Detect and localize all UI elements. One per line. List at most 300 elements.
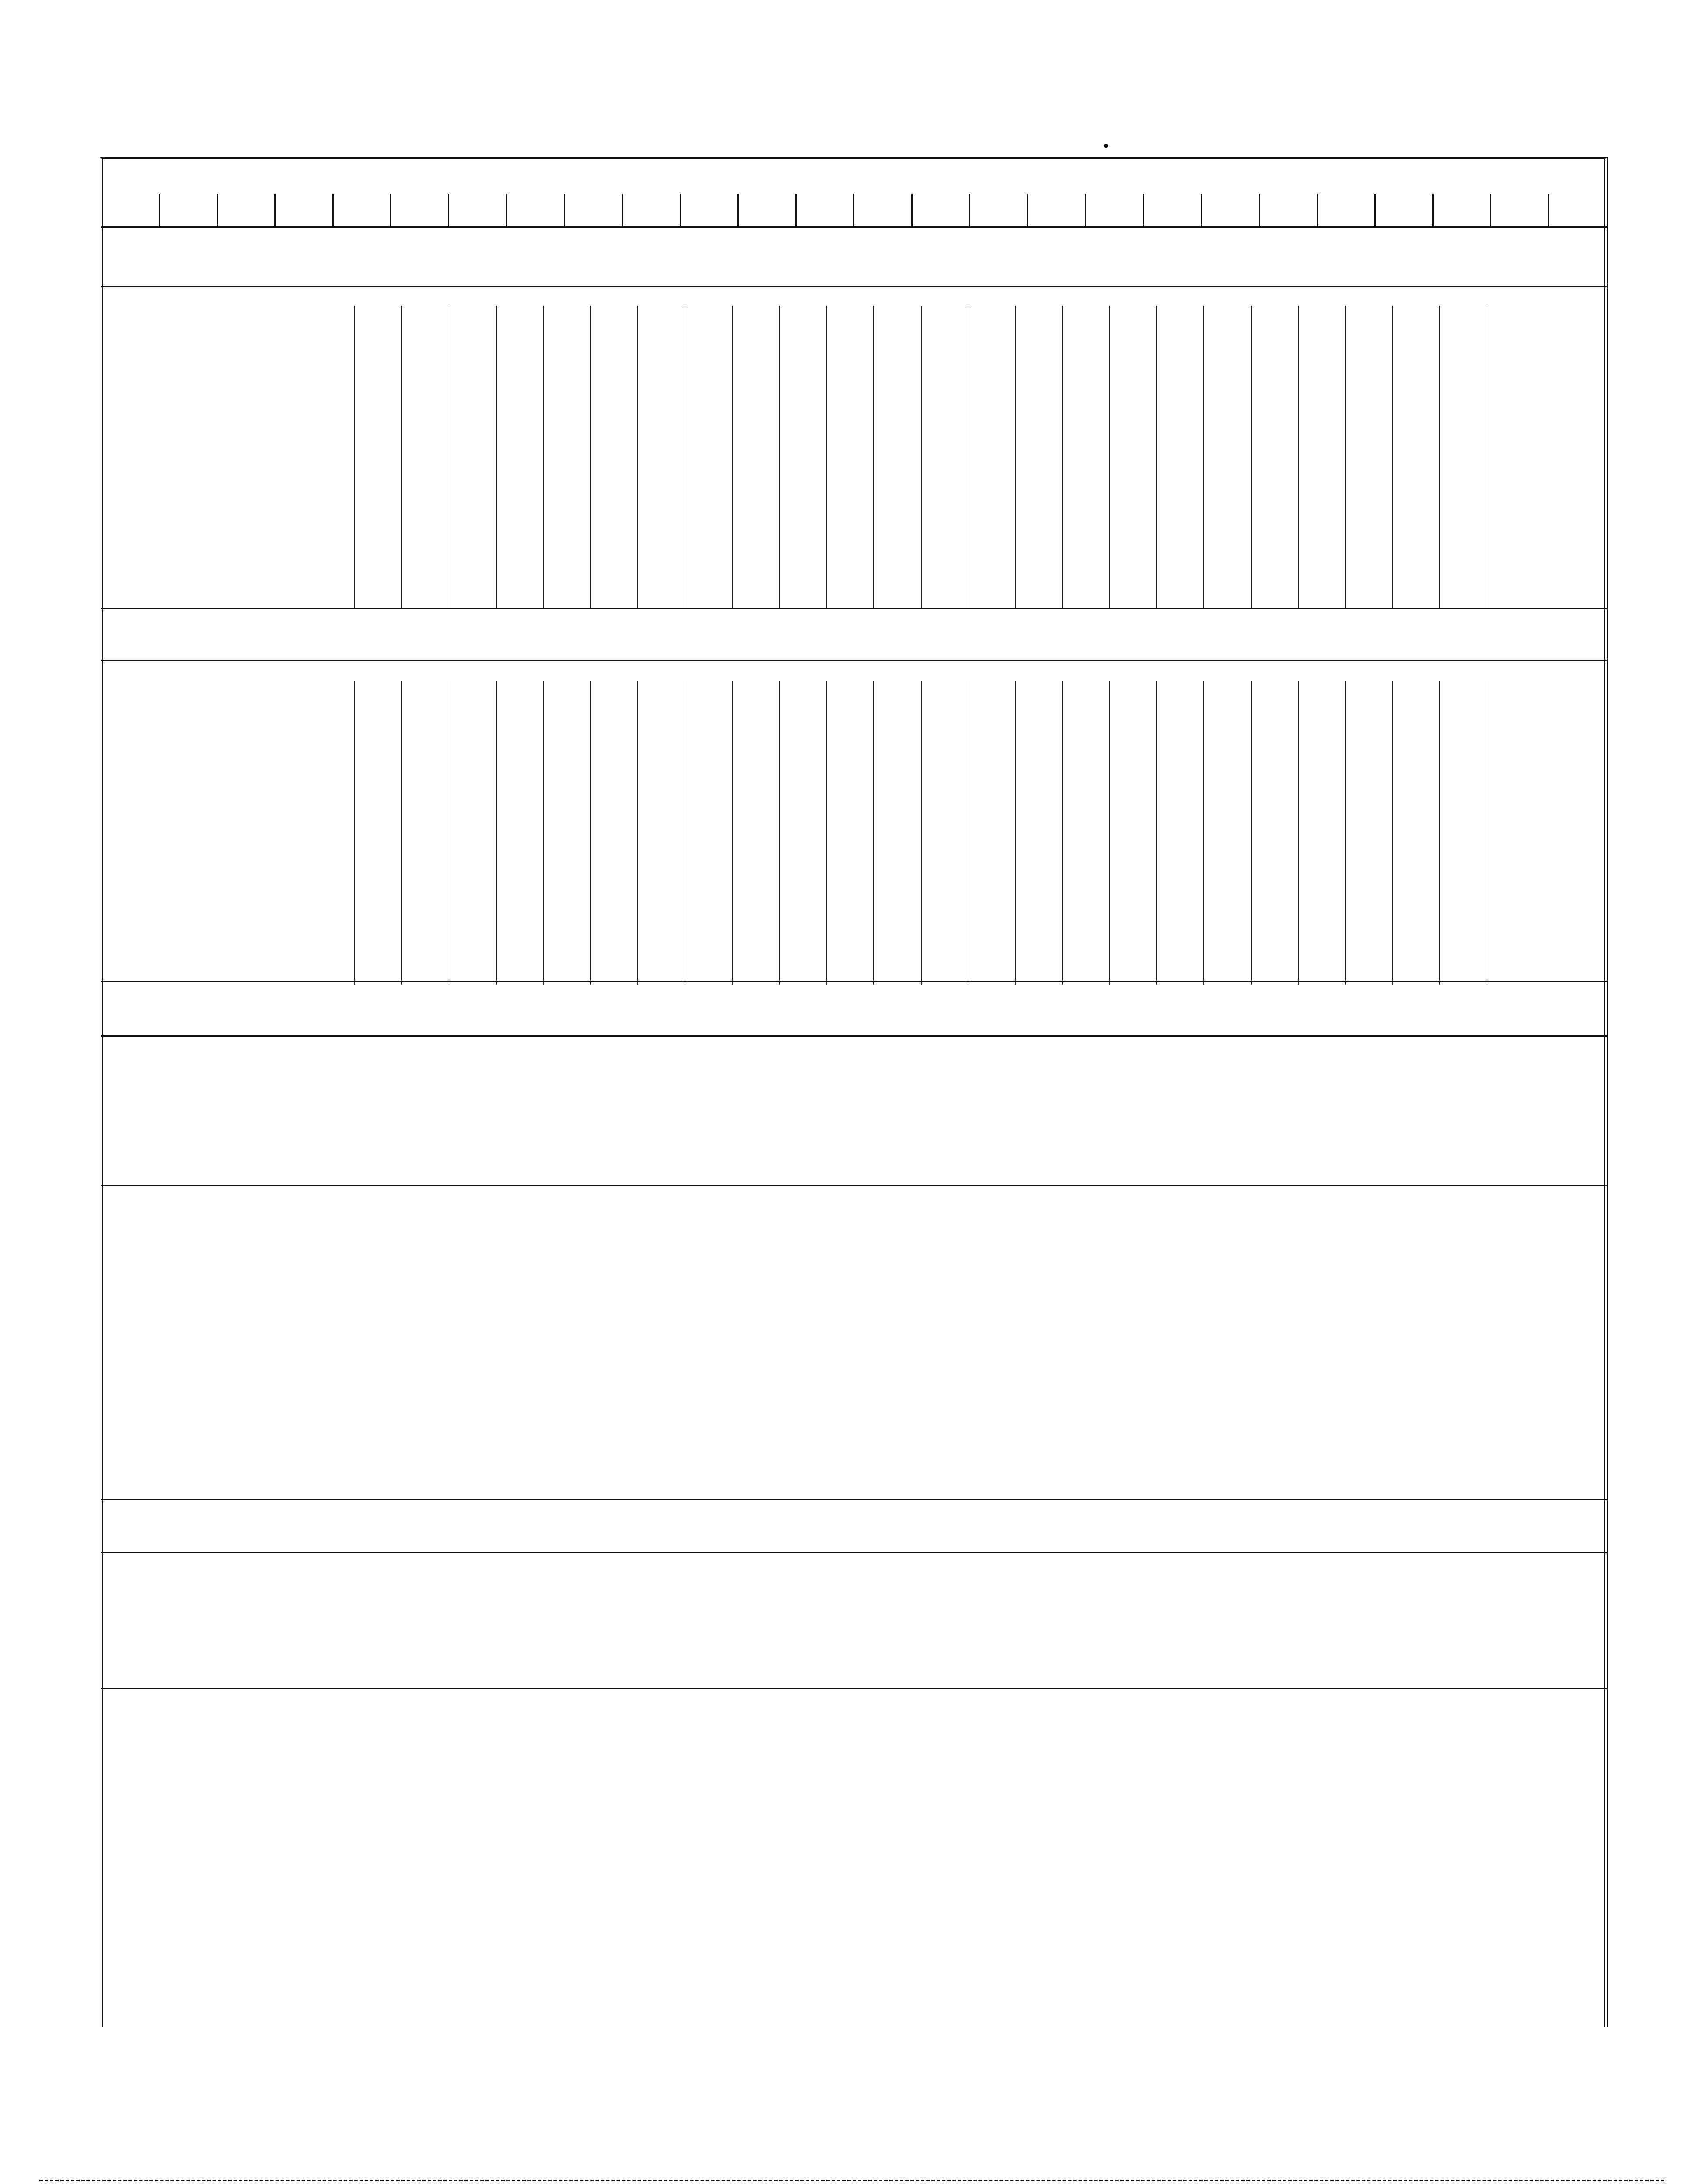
month-label (101, 807, 355, 828)
cell (1251, 807, 1298, 828)
cell (826, 536, 874, 557)
cell (1345, 891, 1393, 912)
row-sum (1487, 786, 1607, 807)
cell (921, 390, 968, 411)
cell (1298, 515, 1345, 536)
cell (543, 744, 591, 765)
year-label (101, 557, 355, 609)
cell (449, 828, 496, 849)
cell (638, 870, 685, 891)
cell (1062, 536, 1110, 557)
cell (874, 702, 921, 723)
hour-col-header (1201, 194, 1259, 226)
cell (1251, 306, 1298, 327)
cell (1015, 515, 1062, 536)
cell (1440, 369, 1487, 390)
cell (826, 515, 874, 536)
row-sum (1487, 411, 1607, 432)
hour-col-header (738, 194, 796, 226)
cell (496, 306, 543, 327)
cell (1204, 807, 1251, 828)
row-sum (1487, 744, 1607, 765)
cell (1015, 723, 1062, 744)
cell (1204, 348, 1251, 369)
cell (1110, 870, 1157, 891)
cell (1015, 870, 1062, 891)
rule (101, 226, 1607, 228)
cell (826, 807, 874, 828)
cell (591, 390, 638, 411)
cell (591, 912, 638, 933)
cell (1157, 723, 1204, 744)
cell (874, 515, 921, 536)
month-label (101, 681, 355, 702)
cell (685, 828, 732, 849)
cell (496, 369, 543, 390)
cell (685, 432, 732, 453)
cell (591, 744, 638, 765)
cell (1157, 912, 1204, 933)
cell (449, 870, 496, 891)
cell (921, 870, 968, 891)
cell (1440, 807, 1487, 828)
cell (543, 807, 591, 828)
cell (1204, 494, 1251, 515)
hour-col-header (854, 194, 912, 226)
rule (101, 608, 1607, 609)
row-sum (1487, 765, 1607, 786)
cell (496, 327, 543, 348)
cell (1345, 390, 1393, 411)
cell (1157, 473, 1204, 494)
cell (1015, 369, 1062, 390)
cell (1393, 828, 1440, 849)
cell (402, 306, 449, 327)
cell (826, 348, 874, 369)
cell (355, 515, 402, 536)
cell (1157, 432, 1204, 453)
cell (1440, 744, 1487, 765)
cell (402, 432, 449, 453)
cell (826, 390, 874, 411)
cell (1062, 494, 1110, 515)
cell (1251, 702, 1298, 723)
hour-col-header (1028, 194, 1086, 226)
cell (732, 369, 779, 390)
year-cell (591, 933, 638, 985)
cell (1440, 432, 1487, 453)
cell (1393, 807, 1440, 828)
table-row (101, 411, 1607, 432)
cell (1298, 369, 1345, 390)
cell (685, 473, 732, 494)
cell (826, 453, 874, 473)
month-label (101, 453, 355, 473)
cell (355, 681, 402, 702)
cell (826, 369, 874, 390)
hour-col-header (1317, 194, 1375, 226)
month-label (101, 473, 355, 494)
row-sum (1487, 828, 1607, 849)
sum-col-header (1549, 194, 1607, 226)
cell (1440, 306, 1487, 327)
cell (591, 828, 638, 849)
cell (685, 494, 732, 515)
cell (1015, 849, 1062, 870)
year-cell (1062, 557, 1110, 609)
cell (496, 849, 543, 870)
cell (1345, 327, 1393, 348)
cell (732, 807, 779, 828)
cell (779, 723, 826, 744)
cell (685, 765, 732, 786)
cell (1110, 765, 1157, 786)
year-cell (1251, 933, 1298, 985)
cell (779, 849, 826, 870)
cell (921, 348, 968, 369)
cell (355, 849, 402, 870)
cell (826, 327, 874, 348)
cell (638, 473, 685, 494)
cell (449, 369, 496, 390)
cell (1345, 536, 1393, 557)
table-row (101, 786, 1607, 807)
cell (1298, 723, 1345, 744)
cell (874, 723, 921, 744)
cell (355, 390, 402, 411)
year-cell (968, 557, 1015, 609)
cell (449, 411, 496, 432)
cell (355, 891, 402, 912)
cell (496, 494, 543, 515)
year-cell (685, 933, 732, 985)
cell (685, 390, 732, 411)
cell (543, 369, 591, 390)
cell (1298, 306, 1345, 327)
cell (732, 870, 779, 891)
month-label (101, 327, 355, 348)
cell (1062, 453, 1110, 473)
cell (1393, 515, 1440, 536)
cell (1062, 849, 1110, 870)
cell (1345, 828, 1393, 849)
month-label (101, 912, 355, 933)
cell (402, 765, 449, 786)
table-row (101, 702, 1607, 723)
rule (101, 1552, 1607, 1553)
cell (591, 702, 638, 723)
cell (449, 306, 496, 327)
cell (921, 536, 968, 557)
cell (732, 515, 779, 536)
cell (1298, 849, 1345, 870)
cell (1251, 390, 1298, 411)
cell (1062, 786, 1110, 807)
cell (1440, 327, 1487, 348)
cell (355, 828, 402, 849)
cell (874, 390, 921, 411)
cell (968, 702, 1015, 723)
duration-freq-header (101, 1556, 1607, 1687)
cell (1298, 702, 1345, 723)
cell (1345, 306, 1393, 327)
cell (355, 369, 402, 390)
row-sum (1487, 348, 1607, 369)
cell (1204, 411, 1251, 432)
cell (968, 681, 1015, 702)
cell (543, 411, 591, 432)
cell (1345, 473, 1393, 494)
cell (921, 411, 968, 432)
cell (1062, 744, 1110, 765)
cell (779, 828, 826, 849)
cell (732, 723, 779, 744)
cell (543, 390, 591, 411)
rule (101, 1035, 1607, 1037)
cell (1251, 515, 1298, 536)
page-bottom-rule (39, 2180, 1664, 2181)
cell (968, 306, 1015, 327)
table-row (101, 473, 1607, 494)
cell (1157, 765, 1204, 786)
row-sum (1487, 369, 1607, 390)
cell (779, 411, 826, 432)
cell (496, 828, 543, 849)
cell (874, 807, 921, 828)
cell (874, 327, 921, 348)
cell (1345, 870, 1393, 891)
cell (1251, 723, 1298, 744)
cell (1157, 515, 1204, 536)
cell (1015, 912, 1062, 933)
cell (921, 807, 968, 828)
cell (1440, 515, 1487, 536)
cell (496, 786, 543, 807)
cell (921, 681, 968, 702)
row-sum (1487, 432, 1607, 453)
cell (1345, 411, 1393, 432)
cell (449, 494, 496, 515)
cell (1393, 744, 1440, 765)
hour-col-header (449, 194, 507, 226)
cell (1345, 453, 1393, 473)
cell (1298, 870, 1345, 891)
cell (591, 348, 638, 369)
cell (874, 870, 921, 891)
cell (543, 765, 591, 786)
cell (968, 390, 1015, 411)
cell (355, 453, 402, 473)
cell (685, 702, 732, 723)
cell (1298, 891, 1345, 912)
cell (1204, 369, 1251, 390)
cell (826, 744, 874, 765)
cell (1393, 473, 1440, 494)
cell (1345, 807, 1393, 828)
cell (355, 912, 402, 933)
cell (779, 453, 826, 473)
cell (1393, 306, 1440, 327)
rule (101, 286, 1607, 287)
row-sum (1487, 453, 1607, 473)
cell (449, 515, 496, 536)
cell (1298, 390, 1345, 411)
year-sum (1487, 933, 1607, 985)
year-cell (449, 557, 496, 609)
cell (449, 849, 496, 870)
cell (496, 912, 543, 933)
cell (1393, 702, 1440, 723)
cell (1298, 473, 1345, 494)
table-row (101, 369, 1607, 390)
cell (496, 390, 543, 411)
cell (496, 744, 543, 765)
month-label (101, 702, 355, 723)
row-sum (1487, 891, 1607, 912)
cell (921, 494, 968, 515)
cell (779, 765, 826, 786)
table-row (101, 432, 1607, 453)
cell (1251, 870, 1298, 891)
cell (1298, 765, 1345, 786)
cell (591, 849, 638, 870)
year-cell (779, 557, 826, 609)
cell (1345, 849, 1393, 870)
cell (449, 327, 496, 348)
cell (1062, 348, 1110, 369)
cell (779, 432, 826, 453)
cell (638, 494, 685, 515)
cell (1204, 536, 1251, 557)
table-row (101, 744, 1607, 765)
cell (1298, 432, 1345, 453)
cell (638, 849, 685, 870)
cell (638, 744, 685, 765)
month-label (101, 786, 355, 807)
rule (101, 1499, 1607, 1500)
cell (1393, 681, 1440, 702)
cell (1062, 327, 1110, 348)
cell (1393, 536, 1440, 557)
cell (874, 681, 921, 702)
cell (543, 870, 591, 891)
cell (968, 828, 1015, 849)
cell (779, 912, 826, 933)
cell (1062, 306, 1110, 327)
cell (968, 411, 1015, 432)
cell (1157, 411, 1204, 432)
cell (591, 494, 638, 515)
cell (779, 681, 826, 702)
cell (732, 912, 779, 933)
cell (1157, 453, 1204, 473)
cell (1062, 411, 1110, 432)
table-row (101, 681, 1607, 702)
cell (685, 849, 732, 870)
cell (732, 891, 779, 912)
month-label (101, 849, 355, 870)
cell (1440, 473, 1487, 494)
hour-col-header (1144, 194, 1202, 226)
cell (638, 681, 685, 702)
cell (1015, 348, 1062, 369)
table-row (101, 306, 1607, 327)
year-cell (496, 557, 543, 609)
cell (1157, 744, 1204, 765)
cell (685, 870, 732, 891)
cell (1062, 723, 1110, 744)
cell (449, 536, 496, 557)
cell (921, 432, 968, 453)
cell (543, 702, 591, 723)
cell (826, 828, 874, 849)
cell (543, 432, 591, 453)
cell (591, 473, 638, 494)
cell (921, 912, 968, 933)
cell (1157, 390, 1204, 411)
cell (638, 912, 685, 933)
cell (1251, 912, 1298, 933)
cell (402, 891, 449, 912)
rule (101, 981, 1607, 982)
year-cell (732, 557, 779, 609)
cell (1393, 327, 1440, 348)
cell (543, 849, 591, 870)
cell (543, 473, 591, 494)
cell (1157, 870, 1204, 891)
hour-col-header (1491, 194, 1549, 226)
cell (1204, 453, 1251, 473)
cell (1251, 432, 1298, 453)
cell (1015, 744, 1062, 765)
cell (355, 536, 402, 557)
year-cell (496, 933, 543, 985)
cell (1204, 765, 1251, 786)
cell (543, 912, 591, 933)
cell (638, 702, 685, 723)
cell (1157, 494, 1204, 515)
cell (1345, 723, 1393, 744)
cell (1110, 828, 1157, 849)
cell (1440, 912, 1487, 933)
cell (874, 912, 921, 933)
cell (874, 432, 921, 453)
year-cell (1062, 933, 1110, 985)
cell (449, 891, 496, 912)
month-label (101, 390, 355, 411)
year-cell (1440, 933, 1487, 985)
cell (685, 807, 732, 828)
cell (968, 515, 1015, 536)
cell (779, 786, 826, 807)
cell (591, 786, 638, 807)
cell (1110, 807, 1157, 828)
cell (1157, 702, 1204, 723)
cell (874, 453, 921, 473)
cell (779, 473, 826, 494)
cell (685, 306, 732, 327)
cell (1298, 744, 1345, 765)
cell (1015, 536, 1062, 557)
hour-col-header (159, 194, 218, 226)
cell (591, 327, 638, 348)
cell (543, 453, 591, 473)
year-cell (1015, 933, 1062, 985)
cell (1157, 327, 1204, 348)
table-row (101, 536, 1607, 557)
cell (1440, 723, 1487, 744)
cell (1157, 348, 1204, 369)
